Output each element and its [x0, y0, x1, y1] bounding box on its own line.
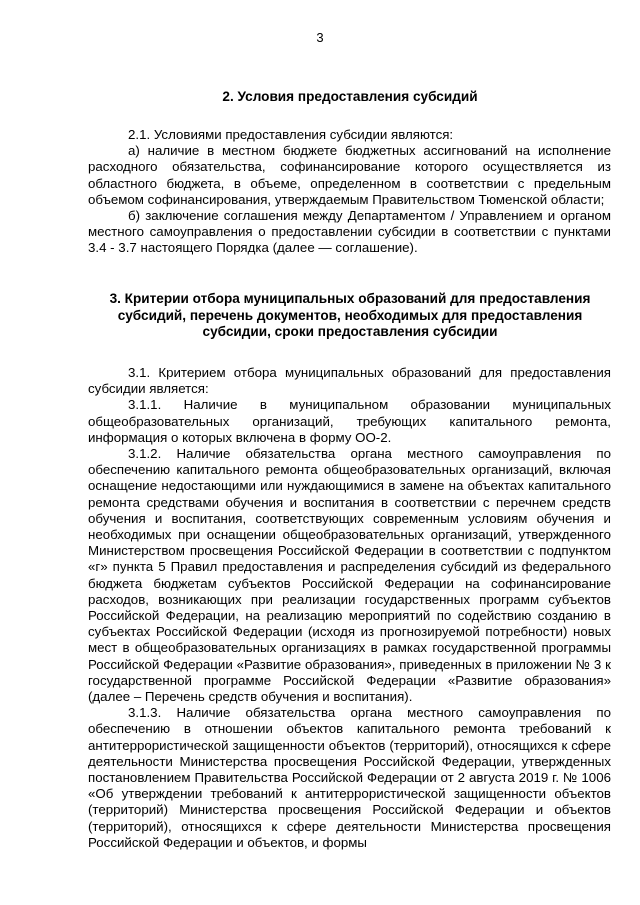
page-number: 3 — [316, 30, 324, 45]
paragraph-2-1-b: б) заключение соглашения между Департаментом / Управлением и органом местного самоуправления о предоставлении субсидии в соответствии с пунктами 3.4 - 3.7 настоящего Порядка (далее — соглашение). — [88, 208, 611, 256]
paragraph-3-1-3: 3.1.3. Наличие обязательства органа местного самоуправления по обеспечению в отношении объектов капитального ремонта требований к антитеррористической защищенности объектов (территорий), относящихся к сфере деятельности Министерства просвещения Российской Федерации, утвержденных постановлением Правительства Российской Федерации от 2 августа 2019 г. № 1006 «Об утверждении требований к антитеррористической защищенности объектов (территорий) Министерства просвещения Российской Федерации и объектов (территорий), относящихся к сфере деятельности Министерства просвещения Российской Федерации и объектов, и формы — [88, 705, 611, 850]
paragraph-2-1: 2.1. Условиями предоставления субсидии являются: — [128, 127, 454, 142]
paragraph-2-1-a: а) наличие в местном бюджете бюджетных ассигнований на исполнение расходного обязательства, софинансирование которого осуществляется из областного бюджета, в объеме, определенном в соответствии с предельным объемом софинансирования, утверждаемым Правительством Тюменской области; — [88, 143, 611, 207]
section-3-body — [88, 365, 611, 851]
section-2-title: 2. Условия предоставления субсидий — [222, 89, 478, 104]
paragraph-3-1-2: 3.1.2. Наличие обязательства органа местного самоуправления по обеспечению капитального ремонта общеобразовательных организаций, включая оснащение недостающими или нуждающимися в замене на объектах капитального ремонта средствами обучения и воспитания в соответствии с перечнем средств обучения и воспитания, соответствующих современным условиям обучения и необходимых при оснащении общеобразовательных организаций, утвержденного Министерством просвещения Российской Федерации в соответствии с подпунктом «г» пункта 5 Правил предоставления и распределения субсидий из федерального бюджета бюджетам субъектов Российской Федерации на софинансирование расходов, возникающих при реализации государственных программ субъектов Российской Федерации, на реализацию мероприятий по содействию созданию в субъектах Российской Федерации (исходя из прогнозируемой потребности) новых мест в общеобразовательных организациях в рамках государственной программы Российской Федерации «Развитие образования», приведенных в приложении № 3 к государственной программе Российской Федерации «Развитие образования» (далее – Перечень средств обучения и воспитания). — [88, 446, 611, 705]
section-3-title: 3. Критерии отбора муниципальных образований для предоставления субсидий, перечень документов, необходимых для предоставления субсидии, сроки предоставления субсидии — [109, 291, 591, 340]
paragraph-3-1: 3.1. Критерием отбора муниципальных образований для предоставления субсидии является: — [88, 365, 611, 397]
section-2-body — [88, 127, 611, 257]
paragraph-3-1-1: 3.1.1. Наличие в муниципальном образовании муниципальных общеобразовательных организаций, требующих капитального ремонта, информация о которых включена в форму ОО-2. — [88, 397, 611, 445]
